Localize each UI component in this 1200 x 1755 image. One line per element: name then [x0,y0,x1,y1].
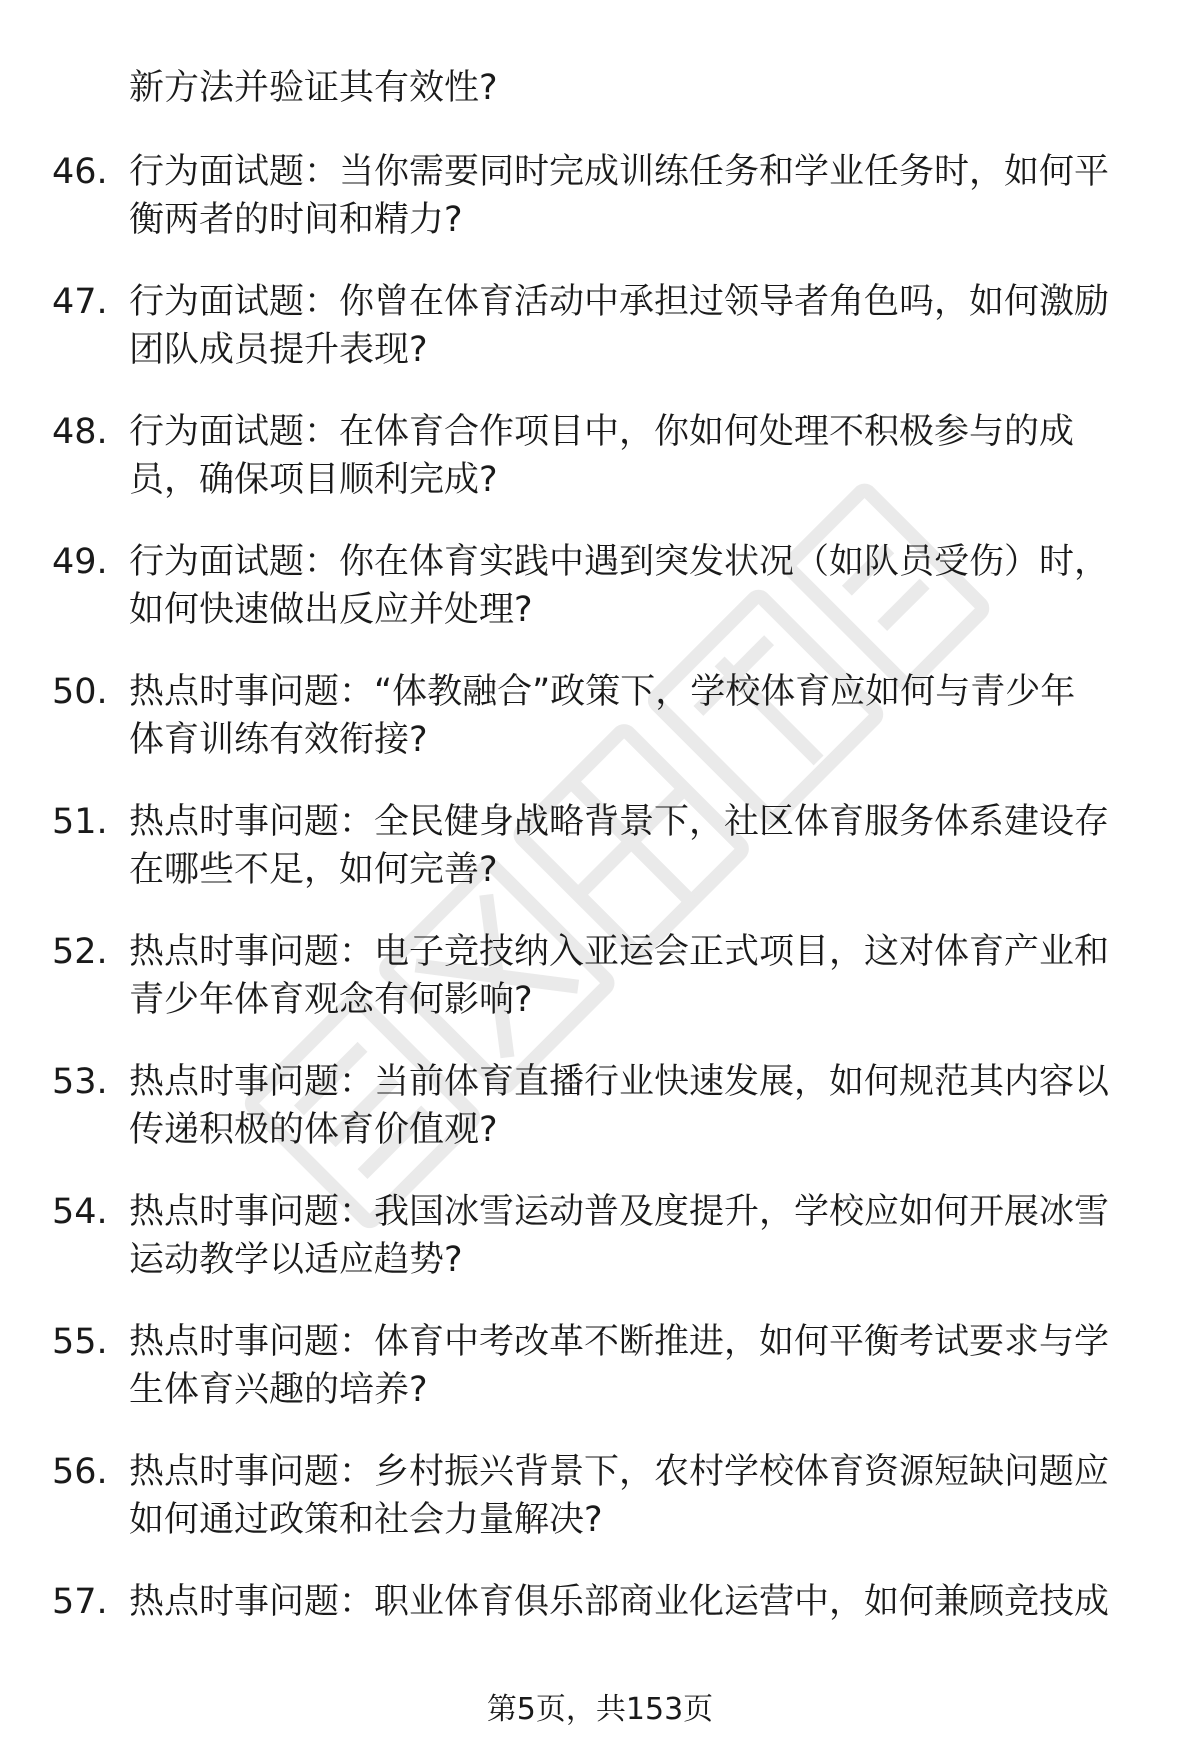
question-number: 53. [52,1062,108,1102]
list-item [0,408,1200,538]
question-line: 行为面试题：在体育合作项目中，你如何处理不积极参与的成 [129,412,1075,452]
question-text [129,1318,1149,1414]
list-item [0,1448,1200,1578]
question-line: 行为面试题：你曾在体育活动中承担过领导者角色吗，如何激励 [129,282,1110,322]
list-item [0,1318,1200,1448]
question-line: 青少年体育观念有何影响? [129,980,533,1020]
question-number: 50. [52,672,108,712]
question-line: 衡两者的时间和精力? [129,200,463,240]
question-number: 55. [52,1322,108,1362]
page-footer: 第5页，共153页 [486,1692,714,1727]
question-text [129,148,1149,244]
list-item [0,1578,1200,1708]
list-item [0,1058,1200,1188]
question-45-continuation: 新方法并验证其有效性? [129,68,498,108]
question-number: 57. [52,1582,108,1622]
question-line: 如何通过政策和社会力量解决? [129,1500,603,1540]
list-item [0,148,1200,278]
question-text [129,928,1149,1024]
question-text [129,1188,1149,1284]
question-number: 56. [52,1452,108,1492]
question-text [129,1058,1149,1154]
question-number: 49. [52,542,108,582]
question-line: 体育训练有效衔接? [129,720,428,760]
list-item [0,1188,1200,1318]
question-list [0,148,1200,1708]
question-line: 热点时事问题：乡村振兴背景下，农村学校体育资源短缺问题应 [129,1452,1110,1492]
question-line: 热点时事问题：当前体育直播行业快速发展，如何规范其内容以 [129,1062,1110,1102]
question-line: 生体育兴趣的培养? [129,1370,428,1410]
question-text [129,408,1149,504]
list-item [0,928,1200,1058]
question-line: 热点时事问题：体育中考改革不断推进，如何平衡考试要求与学 [129,1322,1110,1362]
question-text [129,798,1149,894]
question-line: 行为面试题：你在体育实践中遇到突发状况（如队员受伤）时， [129,542,1110,582]
list-item [0,798,1200,928]
list-item [0,278,1200,408]
question-line: 如何快速做出反应并处理? [129,590,533,630]
question-line: 热点时事问题：全民健身战略背景下，社区体育服务体系建设存 [129,802,1110,842]
question-number: 52. [52,932,108,972]
question-number: 54. [52,1192,108,1232]
question-line: 热点时事问题：“体教融合”政策下，学校体育应如何与青少年 [129,672,1076,712]
question-line: 团队成员提升表现? [129,330,428,370]
question-number: 51. [52,802,108,842]
question-line: 热点时事问题：电子竞技纳入亚运会正式项目，这对体育产业和 [129,932,1110,972]
question-line: 在哪些不足，如何完善? [129,850,498,890]
question-line: 员，确保项目顺利完成? [129,460,498,500]
question-line: 热点时事问题：职业体育俱乐部商业化运营中，如何兼顾竞技成 [129,1582,1110,1622]
question-line: 传递积极的体育价值观? [129,1110,498,1150]
question-text [129,278,1149,374]
question-line: 运动教学以适应趋势? [129,1240,463,1280]
question-text [129,1448,1149,1544]
question-text [129,538,1149,634]
question-line: 热点时事问题：我国冰雪运动普及度提升，学校应如何开展冰雪 [129,1192,1110,1232]
question-number: 46. [52,152,108,192]
list-item [0,668,1200,798]
question-text [129,668,1149,764]
question-text [129,1578,1149,1626]
question-number: 47. [52,282,108,322]
question-number: 48. [52,412,108,452]
question-line: 行为面试题：当你需要同时完成训练任务和学业任务时，如何平 [129,152,1110,192]
list-item [0,538,1200,668]
